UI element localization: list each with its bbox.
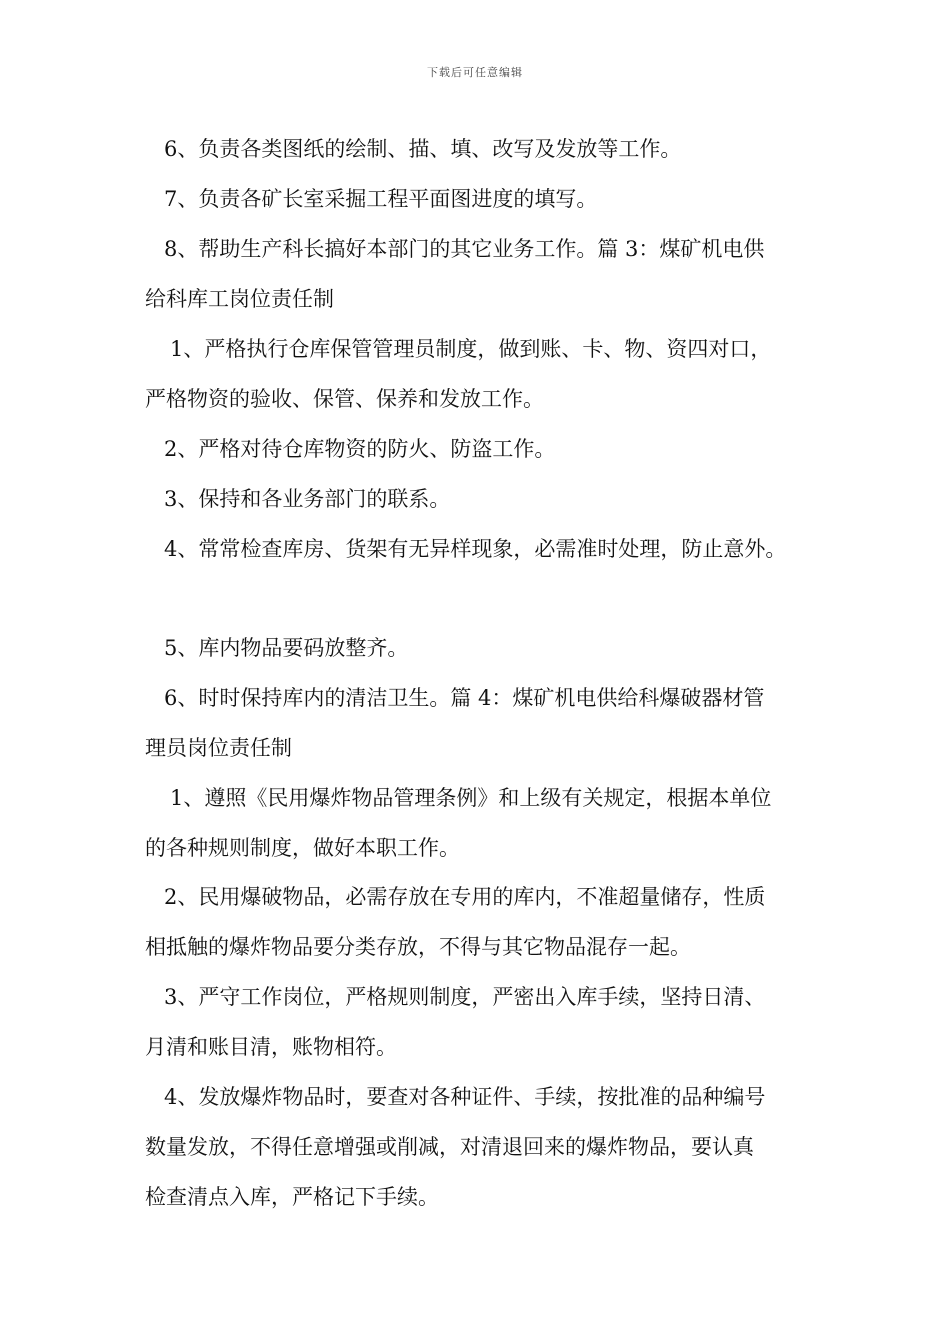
paragraph-line: 4、发放爆炸物品时，要查对各种证件、手续，按批准的品种编号 [164,1085,766,1109]
paragraph-line: 6、负责各类图纸的绘制、描、填、改写及发放等工作。 [164,137,682,161]
paragraph-line: 6、时时保持库内的清洁卫生。篇 4：煤矿机电供给科爆破器材管 [164,686,765,710]
paragraph-line: 月清和账目清，账物相符。 [145,1035,397,1059]
paragraph-line: 检查清点入库，严格记下手续。 [145,1185,439,1209]
paragraph-line: 2、严格对待仓库物资的防火、防盗工作。 [164,437,556,461]
paragraph-line: 相抵触的爆炸物品要分类存放，不得与其它物品混存一起。 [145,935,691,959]
paragraph-line: 的各种规则制度，做好本职工作。 [145,836,460,860]
paragraph-line: 数量发放，不得任意增强或削减，对清退回来的爆炸物品，要认真 [145,1135,754,1159]
paragraph-line: 4、常常检查库房、货架有无异样现象，必需准时处理，防止意外。 [164,537,787,561]
paragraph-line: 7、负责各矿长室采掘工程平面图进度的填写。 [164,187,598,211]
paragraph-line: 2、民用爆破物品，必需存放在专用的库内，不准超量储存，性质 [164,885,766,909]
paragraph-line: 5、库内物品要码放整齐。 [164,636,409,660]
paragraph-line: 严格物资的验收、保管、保养和发放工作。 [145,387,544,411]
paragraph-line: 1、严格执行仓库保管管理员制度，做到账、卡、物、资四对口， [170,337,772,361]
paragraph-line: 给科库工岗位责任制 [145,287,334,311]
paragraph-line: 理员岗位责任制 [145,736,292,760]
page-header: 下载后可任意编辑 [427,66,523,79]
paragraph-line: 3、严守工作岗位，严格规则制度，严密出入库手续，坚持日清、 [164,985,766,1009]
paragraph-line: 1、遵照《民用爆炸物品管理条例》和上级有关规定，根据本单位 [170,786,772,810]
paragraph-line: 3、保持和各业务部门的联系。 [164,487,451,511]
paragraph-line: 8、帮助生产科长搞好本部门的其它业务工作。篇 3：煤矿机电供 [164,237,765,261]
